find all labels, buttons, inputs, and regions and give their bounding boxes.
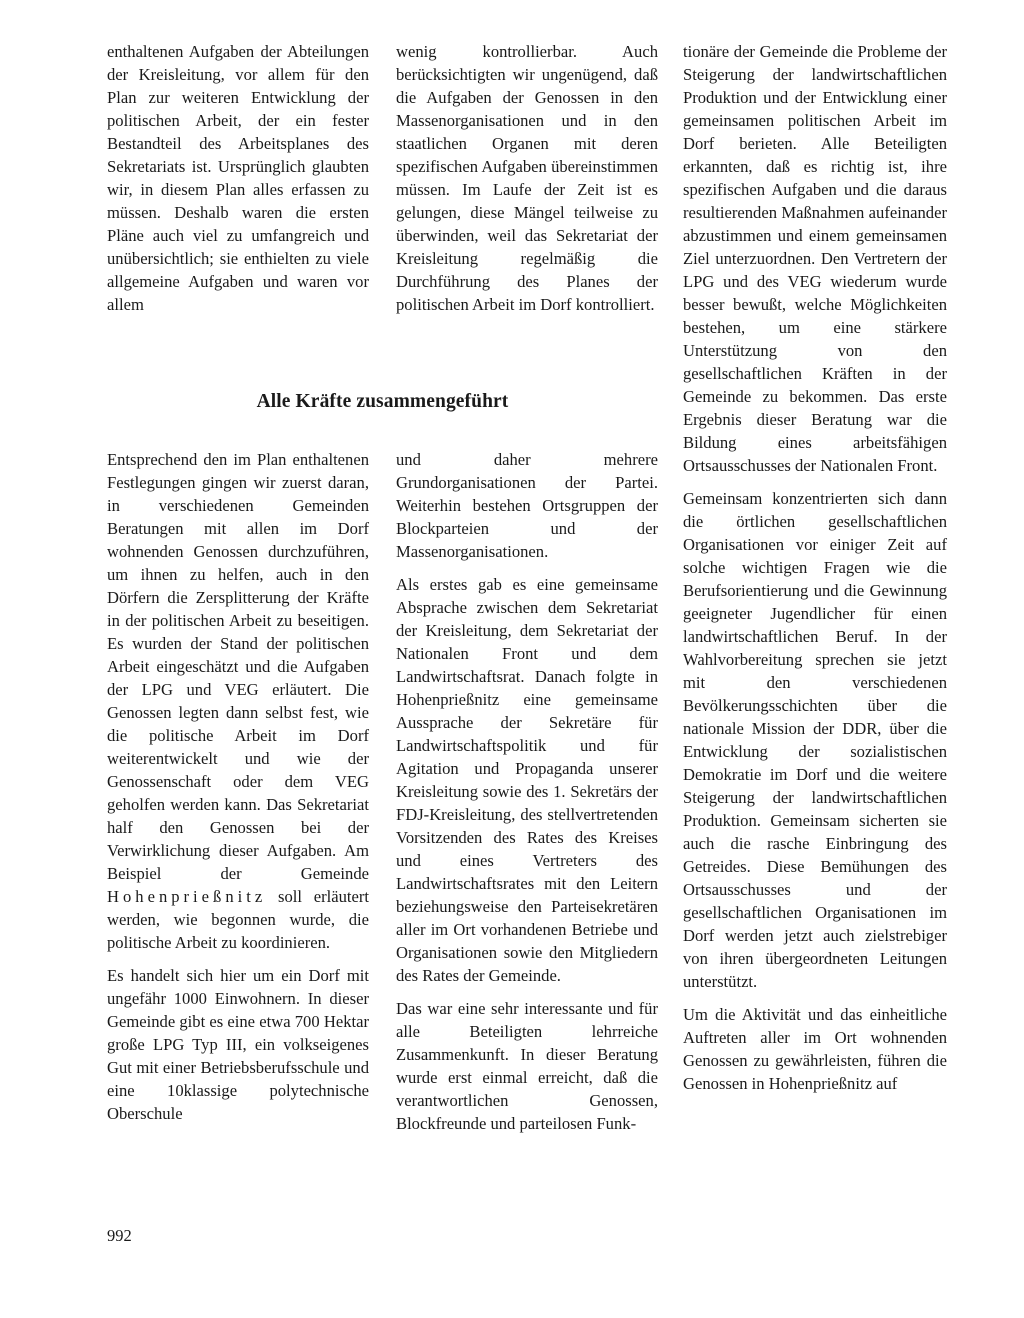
- column-1-top: [107, 40, 369, 316]
- town-name: Hohenprießnitz: [107, 887, 267, 906]
- paragraph: tionäre der Gemeinde die Probleme der Steigerung der landwirtschaftlichen Produktion und der Entwicklung einer gemeinsamen politischen Arbeit im Dorf berieten. Alle Beteiligten erkannten, daß es richtig ist, ihre spezifischen Aufgaben und die daraus resultierenden Maßnahmen aufeinander abzustimmen und einem gemeinsamen Ziel unterzuordnen. Den Vertretern der LPG und des VEG wiederum wurde besser bewußt, welche Möglichkeiten bestehen, um eine stärkere Unterstützung von den gesellschaftlichen Kräften in der Gemeinde zu bekommen. Das erste Ergebnis dieser Beratung war die Bildung eines arbeitsfähigen Ortsausschusses der Nationalen Front.: [683, 42, 947, 475]
- paragraph: Um die Aktivität und das einheitliche Auftreten aller im Ort wohnenden Genossen zu gewährleisten, führen die Genossen in Hohenprießnitz auf: [683, 1005, 947, 1093]
- paragraph: wenig kontrollierbar. Auch berücksichtigten wir ungenügend, daß die Aufgaben der Genossen in den Massenorganisationen und in den staatlichen Organen mit deren spezifischen Aufgaben übereinstimmen müssen. Im Laufe der Zeit ist es gelungen, diese Mängel teilweise zu überwinden, weil das Sekretariat der Kreisleitung regelmäßig die Durchführung des Planes der politischen Arbeit im Dorf kontrolliert.: [396, 42, 658, 314]
- column-2-top: [396, 40, 658, 316]
- paragraph: [107, 448, 369, 954]
- paragraph: Das war eine sehr interessante und für alle Beteiligten lehrreiche Zusammenkunft. In dieser Beratung wurde erst einmal erreicht, daß die verantwortlichen Genossen, Blockfreunde und parteilosen Funk-: [396, 999, 658, 1133]
- column-1-lower: [107, 448, 369, 1125]
- paragraph: Als erstes gab es eine gemeinsame Absprache zwischen dem Sekretariat der Kreisleitung, dem Sekretariat der Nationalen Front und dem Landwirtschaftsrat. Danach folgte in Hohenprießnitz eine gemeinsame Aussprache der Sekretäre für Landwirtschaftspolitik und für Agitation und Propaganda unserer Kreisleitung sowie des 1. Sekretärs der FDJ-Kreisleitung, des stellvertretenden Vorsitzenden des Rates des Kreises und eines Vertreters des Landwirtschaftsrates mit den Leitern beziehungsweise den Parteisekretären aller im Ort vorhandenen Betriebe und Organisationen sowie den Mitgliedern des Rates der Gemeinde.: [396, 575, 658, 985]
- column-2-lower: [396, 448, 658, 1135]
- paragraph: Gemeinsam konzentrierten sich dann die örtlichen gesellschaftlichen Organisationen vor einiger Zeit auf solche wichtigen Fragen wie die Berufsorientierung und die Gewinnung geeigneter Jugendlicher für einen landwirtschaftlichen Beruf. In der Wahlvorbereitung sprechen sie jetzt mit den verschiedenen Bevölkerungsschichten über die nationale Mission der DDR, über die Entwicklung der sozialistischen Demokratie im Dorf und die weitere Steigerung der landwirtschaftlichen Produktion. Gemeinsam sicherten sie auch die rasche Einbringung des Getreides. Diese Bemühungen des Ortsausschusses und der gesellschaftlichen Organisationen im Dorf werden jetzt auch zielstrebiger von ihren übergeordneten Leitungen unterstützt.: [683, 489, 947, 991]
- column-3: [683, 40, 947, 1095]
- paragraph: und daher mehrere Grundorganisationen der Partei. Weiterhin bestehen Ortsgruppen der Blockparteien und der Massenorganisationen.: [396, 450, 658, 561]
- paragraph: Es handelt sich hier um ein Dorf mit ungefähr 1000 Einwohnern. In dieser Gemeinde gibt es eine etwa 700 Hektar große LPG Typ III, ein volkseigenes Gut mit einer Betriebsberufsschule und eine 10klassige polytechnische Oberschule: [107, 966, 369, 1123]
- page-number: 992: [107, 1226, 132, 1245]
- paragraph: enthaltenen Aufgaben der Abteilungen der Kreisleitung, vor allem für den Plan zur weiteren Entwicklung der politischen Arbeit, der ein fester Bestandteil des Arbeitsplanes des Sekretariats ist. Ursprünglich glaubten wir, in diesem Plan alles erfassen zu müssen. Deshalb waren die ersten Pläne auch viel zu umfangreich und unübersichtlich; sie enthielten zu viele allgemeine Aufgaben und waren vor allem: [107, 42, 369, 314]
- section-heading: Alle Kräfte zusammengeführt: [256, 391, 509, 412]
- paragraph-text: Entsprechend den im Plan enthaltenen Festlegungen gingen wir zuerst daran, in verschiedenen Gemeinden Beratungen mit allen im Dorf wohnenden Genossen durchzuführen, um ihnen zu helfen, auch in den Dörfern die Zersplitterung der Kräfte in der politischen Arbeit zu beseitigen. Es wurden der Stand der politischen Arbeit eingeschätzt und die Aufgaben der LPG und VEG erläutert. Die Genossen legten dann selbst fest, wie die politische Arbeit im Dorf weiterentwickelt und wie der Genossenschaft oder dem VEG geholfen werden kann. Das Sekretariat half den Genossen bei der Verwirklichung dieser Aufgaben. Am Beispiel der Gemeinde: [107, 450, 369, 883]
- paragraph-text: soll erläutert werden, wie begonnen wurde, die politische Arbeit zu koordinieren.: [107, 887, 369, 952]
